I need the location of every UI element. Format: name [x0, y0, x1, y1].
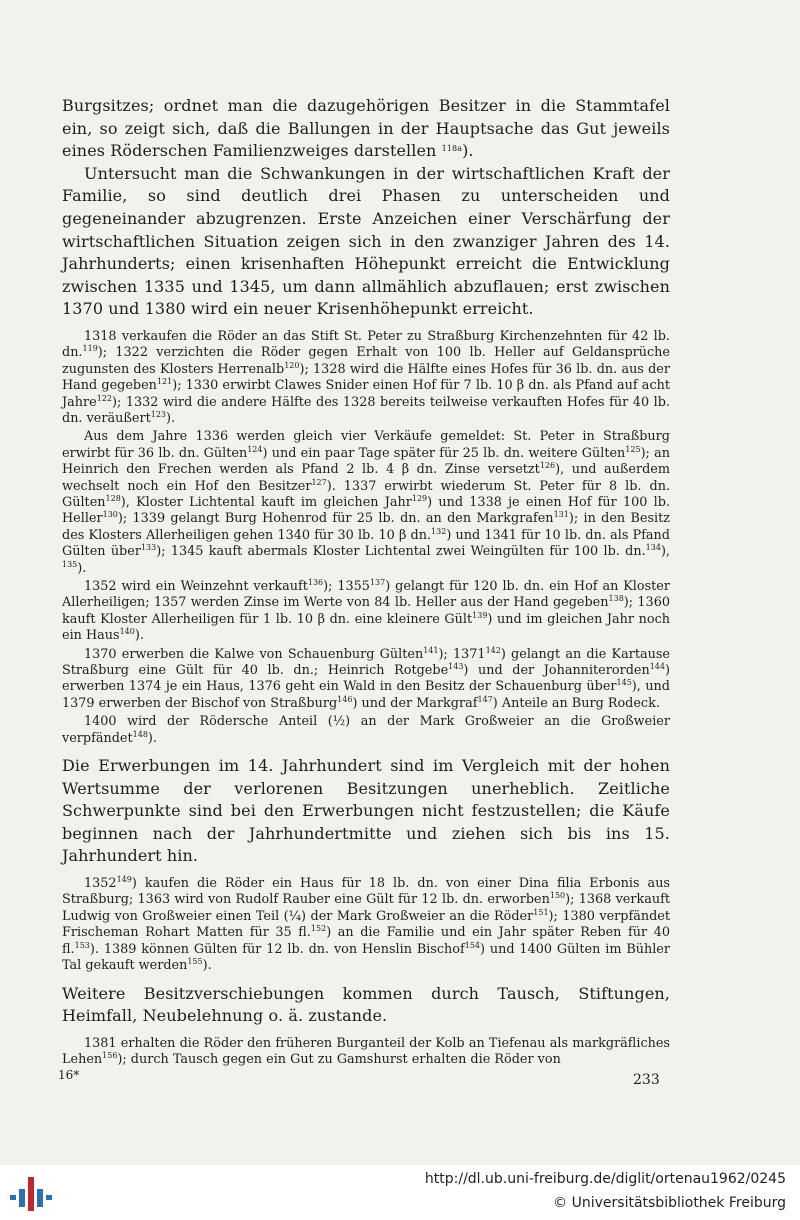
paragraph-text: ). — [202, 958, 212, 974]
paragraph-text: ), und außerdem wechselt noch ein Hof den Besitzer — [62, 462, 671, 494]
paragraph-text: ), und 1379 erwerben der Bischof von Straßburg — [62, 679, 670, 711]
paragraph-text: 1318 verkaufen die Röder an das Stift St. Peter zu Straßburg Kirchenzehnten für 42 lb. dn. — [62, 328, 670, 361]
footnote-marker: 133 — [140, 543, 157, 553]
footnote-marker: 129 — [411, 494, 428, 503]
viewer-footer — [0, 1165, 800, 1220]
detail-paragraph — [62, 876, 670, 974]
footnote-marker: 146 — [337, 694, 353, 704]
footnote-marker: 156 — [102, 1051, 118, 1061]
paragraph-text: ), — [660, 544, 670, 560]
paragraph-text: 1400 wird der Rödersche Anteil (½) an der Mark Großweier an die Großweier verpfändet — [62, 714, 670, 746]
paragraph-text: Untersucht man die Schwankungen in der wirtschaftlichen Kraft der Familie, so sind deutlich drei Phasen zu unterscheiden und gegeneinander abzugrenzen. Erste Anzeichen einer Verschärfung der wirtschaftlichen Situation zeigen sich in den zwanziger Jahren des 14. Jahrhunderts; einen krisenhaften Höhepunkt erreicht die Entwicklung zwischen 1335 und 1345, um dann allmählich abzuflauen; erst zwischen 1370 und 1380 wird ein neuer Krisenhöhepunkt erreicht. — [62, 163, 670, 319]
paragraph-text: ) gelangt an die Kartause Straßburg eine Gült für 40 lb. dn.; Heinrich Rotgebe — [62, 646, 670, 679]
footnote-marker: 147 — [477, 694, 493, 704]
footnote-marker: 155 — [187, 957, 203, 967]
footnote-marker: 127 — [311, 477, 327, 487]
paragraph-text: ); 1368 verkauft Ludwig von Großweier einen Teil (¼) der Mark Großweier an die Röder — [62, 892, 670, 924]
text-column — [62, 95, 670, 1071]
paragraph-text: ). — [462, 141, 474, 161]
signature-mark: 16* — [58, 1068, 80, 1082]
footnote-marker: 132 — [431, 526, 447, 536]
paragraph-text: ); 1322 verzichten die Röder gegen Erhalt von 100 lb. Heller auf Geldansprüche zugunsten des Klosters Herrenalb — [62, 345, 670, 377]
copyright-notice: © Universitätsbibliothek Freiburg — [553, 1195, 786, 1211]
footnote-marker: 141 — [423, 645, 439, 655]
page-number: 233 — [633, 1072, 660, 1088]
detail-paragraph — [62, 714, 670, 747]
body-paragraph — [62, 755, 670, 868]
body-paragraph — [62, 983, 670, 1028]
footnote-marker: 153 — [74, 940, 90, 950]
paragraph-text: ) gelangt für 120 lb. dn. ein Hof an Kloster Allerheiligen; 1357 werden Zinse im Werte von 84 lb. Heller aus der Hand gegeben — [62, 579, 670, 611]
paragraph-text: Burgsitzes; ordnet man die dazugehörigen Besitzer in die Stammtafel ein, so zeigt sich, daß die Ballungen in der Hauptsache das Gut jeweils eines Röderschen Familienzweiges darstellen — [62, 96, 670, 161]
paragraph-text: 1352 — [84, 876, 117, 892]
footnote-marker: 128 — [105, 494, 121, 503]
paragraph-text: ). 1389 können Gülten für 12 lb. dn. von Henslin Bischof — [89, 941, 465, 957]
paragraph-text: Aus dem Jahre 1336 werden gleich vier Verkäufe gemeldet: St. Peter in Straßburg erwirbt für 36 lb. dn. Gülten — [62, 429, 670, 461]
footnote-marker: 145 — [616, 678, 632, 688]
paragraph-text: ). — [77, 560, 87, 576]
paragraph-text: ); 1332 wird die andere Hälfte des 1328 bereits teilweise verkauften Hofes für 40 lb. dn. veräußert — [62, 394, 670, 426]
paragraph-text: ); 1328 wird die Hälfte eines Hofes für 36 lb. dn. aus der Hand gegeben — [62, 361, 670, 394]
footnote-marker: 149 — [116, 875, 132, 885]
paragraph-text: ) und 1400 Gülten im Bühler Tal gekauft werden — [62, 941, 670, 974]
paragraph-text: ) und 1338 je einen Hof für 100 lb. Heller — [62, 495, 671, 527]
detail-paragraph — [62, 429, 670, 577]
detail-paragraph — [62, 579, 670, 645]
footnote-marker: 144 — [649, 662, 665, 672]
footnote-marker: 154 — [464, 940, 481, 950]
footnote-marker: 151 — [533, 907, 549, 917]
paragraph-text: ) kaufen die Röder ein Haus für 18 lb. dn. von einer Dina filia Erbonis aus Straßburg; 1363 wird von Rudolf Rauber eine Gült für 12 lb. dn. erworben — [62, 876, 670, 908]
footnote-marker: 139 — [472, 610, 488, 620]
paragraph-text: ) und der Markgraf — [352, 695, 478, 711]
paragraph-text: ); 1360 kauft Kloster Allerheiligen für 1 lb. 10 β dn. eine kleinere Gült — [62, 595, 670, 627]
document-url-link[interactable]: http://dl.ub.uni-freiburg.de/diglit/ortenau1962/0245 — [424, 1171, 786, 1187]
footnote-marker: 131 — [553, 510, 569, 520]
paragraph-text: ) Anteile an Burg Rodeck. — [492, 695, 660, 711]
footnote-marker: 142 — [485, 645, 501, 655]
paragraph-text: 1381 erhalten die Röder den früheren Burganteil der Kolb an Tiefenau als markgräfliches Lehen — [62, 1035, 670, 1068]
paragraph-text: 1352 wird ein Weinzehnt verkauft — [84, 579, 308, 595]
footnote-marker: 122 — [96, 393, 112, 403]
body-paragraph — [62, 163, 670, 321]
footnote-marker: 148 — [132, 729, 148, 739]
paragraph-text: ); 1330 erwirbt Clawes Snider einen Hof für 7 lb. 10 β dn. als Pfand auf acht Jahre — [62, 378, 670, 410]
paragraph-text: ) und ein paar Tage später für 25 lb. dn. weitere Gülten — [262, 445, 626, 461]
paragraph-text: ); in den Besitz des Klosters Allerheiligen gehen 1340 für 30 lb. 10 β dn. — [62, 511, 671, 543]
footnote-marker: 120 — [284, 360, 300, 370]
paragraph-text: ) erwerben 1374 je ein Haus, 1376 geht ein Wald in den Besitz der Schauenburg über — [62, 663, 670, 695]
paragraph-text: Weitere Besitzverschiebungen kommen durch Tausch, Stiftungen, Heimfall, Neubelehnung o. ä. zustande. — [62, 983, 670, 1026]
footnote-marker: 125 — [625, 444, 641, 454]
footnote-marker: 118a — [441, 144, 463, 154]
paragraph-text: ); 1339 gelangt Burg Hohenrod für 25 lb. dn. an den Markgrafen — [117, 511, 554, 527]
paragraph-text: ). — [166, 410, 176, 426]
footnote-marker: 150 — [549, 891, 566, 901]
detail-paragraph — [62, 1036, 670, 1069]
paragraph-text: ). — [134, 628, 144, 644]
footnote-marker: 126 — [539, 461, 556, 471]
paragraph-text: ) und der Johanniterorden — [463, 663, 650, 679]
paragraph-text: ) und 1341 für 10 lb. dn. als Pfand Gülten über — [62, 527, 670, 560]
detail-paragraph — [62, 647, 670, 713]
footnote-marker: 140 — [119, 627, 135, 637]
footnote-marker: 136 — [307, 578, 324, 588]
footnote-marker: 119 — [82, 344, 98, 354]
body-paragraph — [62, 95, 670, 163]
footnote-marker: 130 — [102, 510, 118, 520]
university-library-logo-icon — [10, 1173, 52, 1213]
paragraph-text: ); 1380 verpfändet Frischeman Rohart Matten für 35 fl. — [62, 908, 670, 941]
paragraph-text: ); 1345 kauft abermals Kloster Lichtental zwei Weingülten für 100 lb. dn. — [156, 544, 646, 560]
footnote-marker: 152 — [310, 924, 327, 934]
paragraph-text: ) an die Familie und ein Jahr später Reben für 40 fl. — [62, 925, 670, 957]
paragraph-text: Die Erwerbungen im 14. Jahrhundert sind im Vergleich mit der hohen Wertsumme der verlorenen Besitzungen unerheblich. Zeitliche Schwerpunkte sind bei den Erwerbungen nicht festzustellen; die Käufe beginnen nach der Jahrhundertmitte und ziehen sich bis ins 15. Jahrhundert hin. — [62, 756, 670, 866]
paragraph-text: ), Kloster Lichtental kauft im gleichen Jahr — [120, 495, 412, 510]
paragraph-text: ); an Heinrich den Frechen werden als Pfand 2 lb. 4 β dn. Zinse versetzt — [62, 445, 670, 478]
paragraph-text: ); durch Tausch gegen ein Gut zu Gamshurst erhalten die Röder von — [117, 1052, 561, 1068]
footnote-marker: 134 — [645, 543, 661, 553]
footnote-marker: 135 — [62, 559, 78, 569]
footnote-marker: 123 — [150, 409, 167, 419]
paragraph-text: ) und im gleichen Jahr noch ein Haus — [62, 611, 670, 644]
detail-paragraph — [62, 329, 670, 427]
footnote-marker: 137 — [369, 578, 386, 588]
footnote-marker: 143 — [448, 662, 464, 672]
paragraph-text: 1370 erwerben die Kalwe von Schauenburg Gülten — [84, 646, 424, 662]
paragraph-text: ). — [147, 730, 157, 746]
paragraph-text: ); 1355 — [323, 579, 370, 595]
paragraph-text: ); 1371 — [438, 646, 486, 662]
footnote-marker: 124 — [247, 444, 263, 454]
footnote-marker: 138 — [608, 594, 624, 604]
footnote-marker: 121 — [156, 377, 173, 387]
paragraph-text: ). 1337 erwirbt wiederum St. Peter für 8 lb. dn. Gülten — [62, 478, 670, 510]
